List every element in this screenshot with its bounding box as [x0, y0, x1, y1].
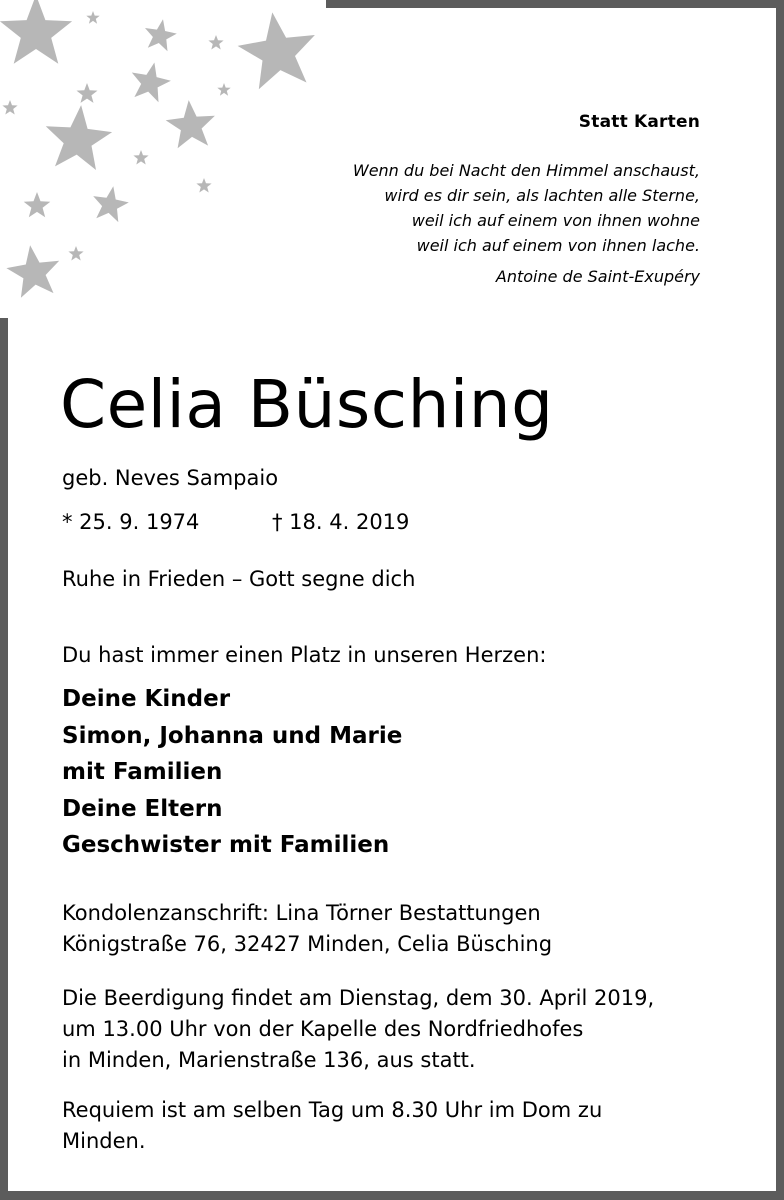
star-icon — [132, 63, 171, 103]
star-icon — [133, 150, 148, 165]
mourner-line: Deine Kinder — [62, 686, 231, 712]
condolence-address — [62, 898, 552, 960]
statt-karten-label: Statt Karten — [578, 112, 700, 132]
star-icon — [86, 11, 99, 24]
requiem-line: Requiem ist am selben Tag um 8.30 Uhr im Dom zu — [62, 1098, 603, 1122]
mourner-line: mit Familien — [62, 759, 223, 785]
deceased-name: Celia Büsching — [60, 366, 554, 443]
star-icon — [46, 105, 112, 170]
condolence-line: Königstraße 76, 32427 Minden, Celia Büsching — [62, 932, 553, 956]
stars-decoration — [0, 0, 326, 318]
birth-name: geb. Neves Sampaio — [62, 466, 279, 490]
dedication-line: Du hast immer einen Platz in unseren Herzen: — [62, 643, 547, 667]
frame-bottom-border — [0, 1191, 784, 1200]
poem-line: Wenn du bei Nacht den Himmel anschaust, — [352, 161, 700, 180]
blessing-line: Ruhe in Frieden – Gott segne dich — [62, 567, 416, 591]
condolence-line: Kondolenzanschrift: Lina Törner Bestattungen — [62, 901, 541, 925]
frame-left-border — [0, 318, 8, 1200]
star-icon — [2, 100, 17, 115]
mourner-line: Simon, Johanna und Marie — [62, 722, 403, 749]
poem-line: weil ich auf einem von ihnen lache. — [416, 236, 700, 255]
death-date: † 18. 4. 2019 — [272, 510, 410, 534]
mourner-line: Deine Eltern — [62, 795, 223, 822]
poem-line: wird es dir sein, als lachten alle Sterne, — [384, 186, 700, 205]
mourner-line: Geschwister mit Familien — [62, 832, 390, 858]
requiem-info — [62, 1095, 602, 1157]
star-icon — [238, 12, 315, 89]
star-icon — [68, 246, 83, 261]
star-icon — [6, 245, 59, 297]
star-icon — [166, 100, 215, 148]
poem-line: weil ich auf einem von ihnen wohne — [411, 211, 700, 230]
star-icon — [77, 83, 98, 103]
star-icon — [145, 19, 177, 51]
funeral-info — [62, 983, 654, 1076]
requiem-line: Minden. — [62, 1129, 146, 1153]
star-icon — [208, 35, 223, 50]
star-icon — [217, 83, 230, 96]
poem — [353, 158, 700, 258]
star-icon — [24, 192, 51, 217]
birth-date: * 25. 9. 1974 — [62, 510, 200, 534]
funeral-line: Die Beerdigung findet am Dienstag, dem 30. April 2019, — [62, 986, 655, 1010]
frame-top-border — [326, 0, 784, 8]
header-quote-block — [353, 112, 700, 286]
frame-right-border — [776, 0, 784, 1200]
funeral-line: um 13.00 Uhr von der Kapelle des Nordfriedhofes — [62, 1017, 584, 1041]
mourners-list — [62, 681, 402, 864]
star-icon — [93, 186, 129, 222]
funeral-line: in Minden, Marienstraße 136, aus statt. — [62, 1048, 476, 1072]
star-icon — [0, 0, 72, 64]
star-icon — [196, 178, 211, 193]
poem-author: Antoine de Saint-Exupéry — [495, 267, 700, 286]
